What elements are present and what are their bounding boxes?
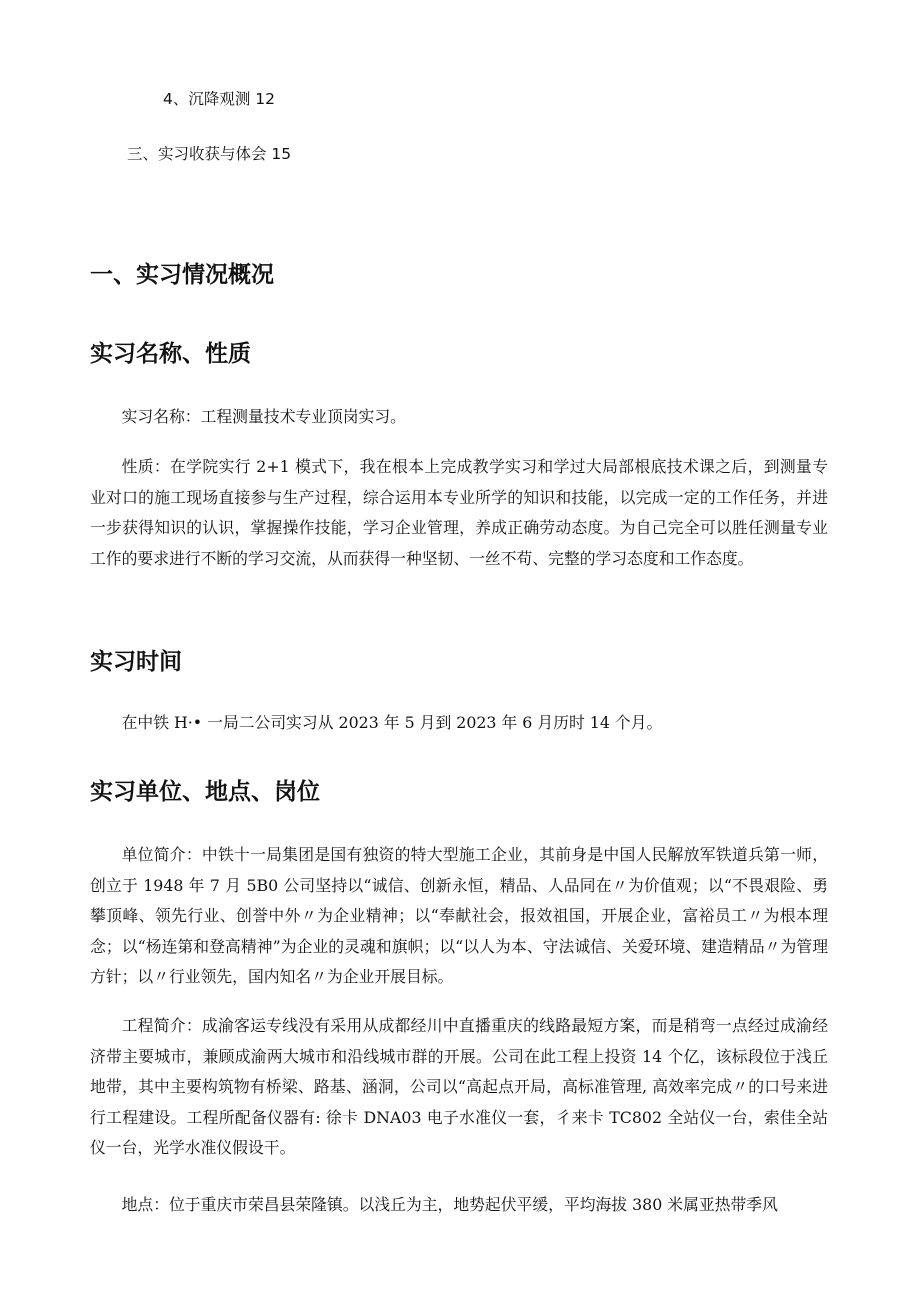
paragraph-location: 地点：位于重庆市荣昌县荣隆镇。以浅丘为主，地势起伏平缓，平均海拔 380 米属亚热带季风 [121,1195,778,1214]
paragraph-internship-name: 实习名称：工程测量技术专业顶岗实习。 [121,407,406,426]
toc-item-settlement[interactable]: 4、沉降观测 12 [163,90,276,108]
paragraph-unit-intro: 单位简介：中铁十一局集团是国有独资的特大型施工企业，其前身是中国人民解放军铁道兵第一师，创立于 1948 年 7 月 5B0 公司坚持以“诚信、创新永恒，精品、人品同在〃为价值观；以“不畏艰险、勇攀顶峰、领先行业、创誉中外〃为企业精神；以“奉献社会，报效祖国，开展企业，富裕员工〃为根本理念；以“杨连第和登高精神”为企业的灵魂和旗帜；以“以人为本、守法诚信、关爱环境、建造精品〃为管理方针；以〃行业领先，国内知名〃为企业开展目标。 [90,845,828,986]
section-title-overview: 一、实习情况概况 [90,262,274,288]
paragraph-project-intro: 工程简介：成渝客运专线没有采用从成都经川中直播重庆的线路最短方案，而是稍弯一点经过成渝经济带主要城市，兼顾成渝两大城市和沿线城市群的开展。公司在此工程上投资 14 个亿，该标段位于浅丘地带，其中主要构筑物有桥梁、路基、涵洞，公司以“高起点开局，高标准管理, 高效率完成〃的口号来进行工程建设。工程所配备仪器有: 徐卡 DNA03 电子水准仪一套，彳来卡 TC802 全站仪一台，索佳全站仪一台，光学水准仪假设干。 [90,1016,828,1157]
paragraph-internship-time: 在中铁 H·• 一局二公司实习从 2023 年 5 月到 2023 年 6 月历时 14 个月。 [121,713,663,732]
subsection-title-name-nature: 实习名称、性质 [90,341,251,367]
toc-item-gains[interactable]: 三、实习收获与体会 15 [127,145,292,163]
subsection-title-unit-location: 实习单位、地点、岗位 [90,779,320,805]
paragraph-internship-nature: 性质：在学院实行 2+1 模式下，我在根本上完成教学实习和学过大局部根底技术课之后，到测量专业对口的施工现场直接参与生产过程，综合运用本专业所学的知识和技能，以完成一定的工作任务，并进一步获得知识的认识，掌握操作技能，学习企业管理，养成正确劳动态度。为自己完全可以胜任测量专业工作的要求进行不断的学习交流，从而获得一种坚韧、一丝不苟、完整的学习态度和工作态度。 [90,457,828,568]
subsection-title-time: 实习时间 [90,649,182,675]
